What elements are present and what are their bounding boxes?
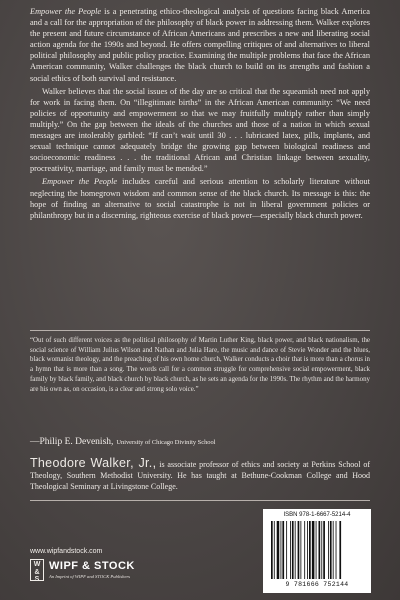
publisher-name: WIPF & STOCK	[49, 560, 135, 572]
divider-bottom	[30, 500, 370, 501]
isbn-label: ISBN 978-1-6667-5214-4	[283, 512, 351, 518]
barcode-bar	[307, 521, 308, 579]
quote-author: —Philip E. Devenish,	[30, 437, 114, 447]
publisher-url[interactable]: www.wipfandstock.com	[30, 548, 103, 555]
barcode-bar	[330, 521, 332, 579]
barcode-panel	[263, 509, 371, 593]
barcode-bar	[274, 521, 275, 579]
barcode-bar	[286, 521, 287, 579]
barcode-bar	[300, 521, 301, 579]
barcode-bar	[282, 521, 284, 579]
publisher-tagline: An Imprint of WIPF and STOCK Publishers	[49, 574, 131, 579]
quote-affiliation: University of Chicago Divinity School	[116, 439, 216, 446]
description-paragraph-3	[30, 176, 370, 220]
barcode-bar	[271, 521, 273, 579]
publisher-mark-icon: W & S	[30, 559, 44, 581]
barcode-bar	[277, 521, 280, 579]
barcode-bar	[295, 521, 296, 579]
barcode-icon	[271, 521, 363, 579]
quote-text: “Out of such different voices as the political philosophy of Martin Luther King, black power, and black nationalism, the social science of William Julius Wilson and Nathan and Julia Hare, the music and dance of Stevie Wonder and the blues, black womanist theology, and the preaching of his own home church, Walker conducts a choir that is more than a chorus in a hymn that is more than a song. The words call for a common struggle for comprehensive social empowerment, black family by black family, and black church by black church, as he sets an agenda for the 1990s. The rhythm and the harmony are his own as, on occasion, is a clear and strong solo voice.”	[30, 337, 370, 393]
barcode-bar	[292, 521, 294, 579]
barcode-bar	[339, 521, 341, 579]
barcode-bar	[309, 521, 311, 579]
quote-attribution	[30, 437, 215, 447]
publisher-logo	[30, 559, 180, 583]
barcode-bar	[319, 521, 321, 579]
book-title: Empower the People	[30, 7, 102, 16]
description-paragraph-2	[30, 86, 370, 175]
barcode-bar	[281, 521, 282, 579]
barcode-bar	[336, 521, 337, 579]
author-bio	[30, 458, 370, 492]
barcode-bar	[333, 521, 334, 579]
barcode-bar	[298, 521, 300, 579]
description-text-1: is a penetrating ethico-theological analysis of questions facing black America and a call for the appropriation of the philosophy of black power in addressing them. Walker explores the present and future circumstance of African Americans and prescribes a new and liberating social action agenda for the 1990s and beyond. He offers compelling critiques of and alternatives to liberal political philosophy and public policy practice. Examining the multiple problems that face the African American community, Walker challenges the black church to build on its strengths and fashion a social ethics of both survival and resistance.	[30, 7, 370, 83]
barcode-number: 9 781666 752144	[285, 581, 349, 588]
bio-text: is associate professor of ethics and society at Perkins School of Theology, Southern Methodist University. He has taught at Bethune-Cookman College and Hood Theological Seminary at Livingstone College.	[30, 460, 370, 491]
barcode-bar	[321, 521, 322, 579]
description-text-2: Walker believes that the social issues of the day are so critical that the squeamish need not apply for work in facing them. On “illegitimate births” in the African American community: “We need policies of opportunity and empowerment so that we may fruitfully multiply rather than simply multiply.” On the gap between the ideals of the churches and those of a nation in which sexual messages are intolerably garbled: “If can’t wait until 30 . . . lubricated latex, pills, implants, and sexual technique cannot adequately bridge the growing gap between biological readiness and socioeconomic readiness . . . the traditional African and Christian linkage between sexuality, procreativity, marriage, and family must be mended.”	[30, 86, 370, 174]
barcode-bar	[328, 521, 329, 579]
book-title: Empower the People	[42, 177, 118, 187]
author-name: Theodore Walker, Jr.,	[30, 456, 157, 470]
divider-top	[30, 330, 370, 331]
barcode-bar	[316, 521, 317, 579]
description-paragraph-1	[30, 6, 370, 84]
barcode-bar	[312, 521, 315, 579]
barcode-bar	[304, 521, 305, 579]
barcode-bar	[323, 521, 325, 579]
description-text-3: includes careful and serious attention to scholarly literature without neglecting the homegrown wisdom and common sense of the black church. Its message is this: the hope of finding an alternative to social catastrophe is not in liberal government policies or philanthropy but in a discerning, righteous exercise of black power—especially black church power.	[30, 177, 370, 220]
book-description	[30, 6, 370, 221]
endorsement-quote	[30, 336, 370, 394]
barcode-bar	[290, 521, 291, 579]
